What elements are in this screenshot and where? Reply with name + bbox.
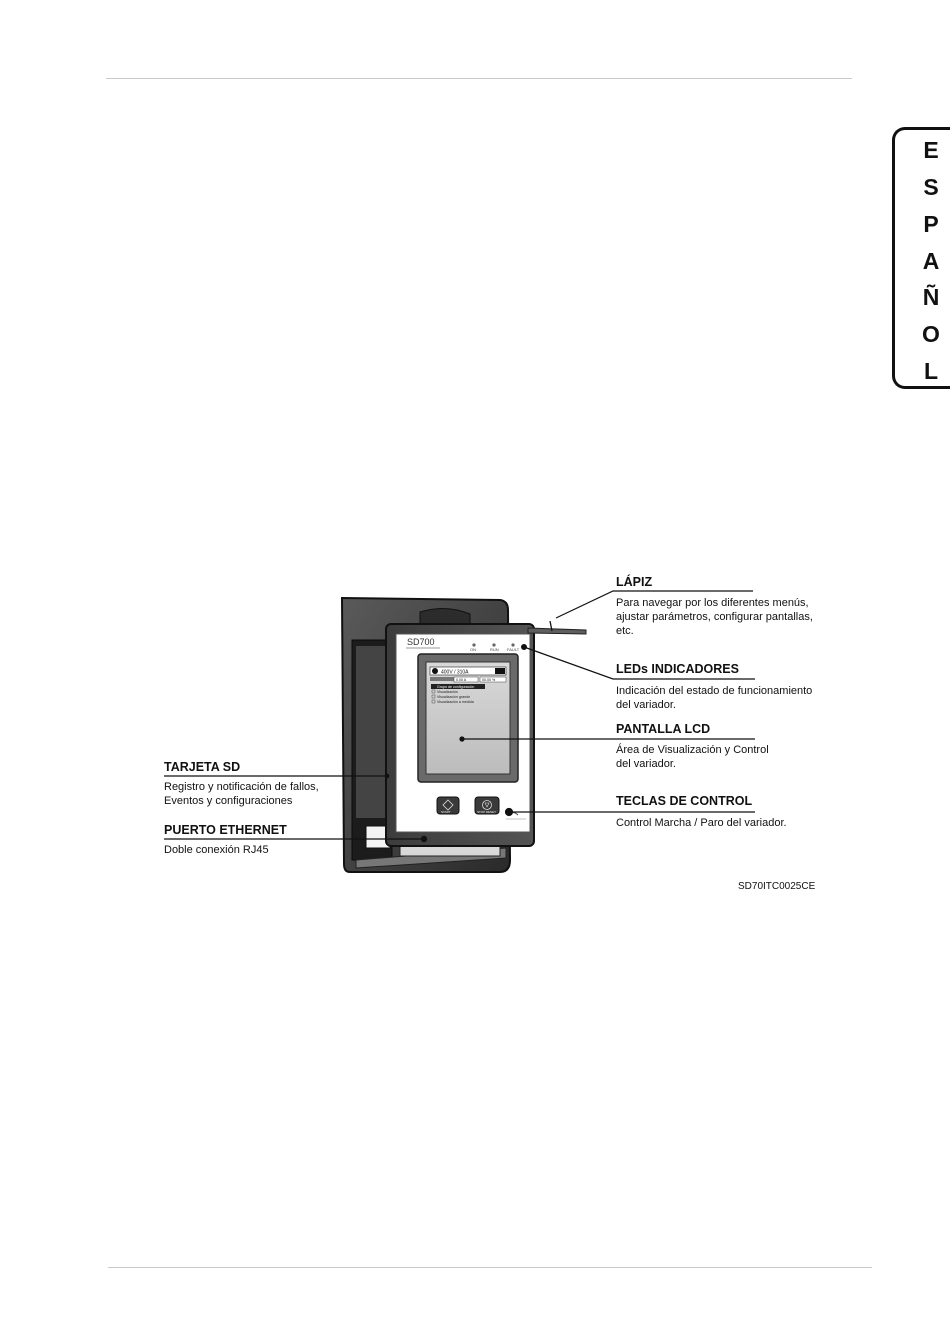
lapiz-callout-text: Para navegar por los diferentes menús, ajustar parámetros, configurar pantallas, etc. bbox=[616, 597, 813, 637]
language-tab-letter: S bbox=[923, 174, 939, 200]
screen-menu-item[interactable]: Visualización bbox=[437, 690, 458, 694]
led-fault-indicator bbox=[511, 643, 514, 646]
ethernet-callout-title: PUERTO ETHERNET bbox=[164, 823, 287, 837]
teclas-callout-title: TECLAS DE CONTROL bbox=[616, 794, 753, 808]
language-tab-letter: E bbox=[923, 137, 939, 163]
led-label-run: RUN bbox=[490, 647, 499, 652]
brand-label: SD700 bbox=[407, 637, 435, 647]
sd-callout-text: Registro y notificación de fallos, Eventos y configuraciones bbox=[164, 781, 319, 807]
led-label-on: ON bbox=[470, 647, 476, 652]
teclas-callout-text: Control Marcha / Paro del variador. bbox=[616, 817, 787, 829]
start-key-label: START bbox=[441, 810, 451, 814]
screen-field-percent: 00.00 % bbox=[482, 678, 496, 682]
screen-menu-item[interactable]: Visualización a medida bbox=[437, 700, 474, 704]
leds-callout-text: Indicación del estado de funcionamiento del variador. bbox=[616, 685, 813, 711]
figure-code: SD70ITC0025CE bbox=[738, 881, 816, 892]
led-on-indicator bbox=[472, 643, 475, 646]
leds-callout-title: LEDs INDICADORES bbox=[616, 662, 739, 676]
language-tab-letter: O bbox=[922, 321, 940, 347]
language-tab-letter: A bbox=[922, 248, 940, 274]
lapiz-callout-title: LÁPIZ bbox=[616, 575, 653, 589]
language-tab-letter: P bbox=[923, 211, 939, 237]
lcd-callout-text: Área de Visualización y Control del variador. bbox=[616, 744, 769, 770]
stop-key-label: STOP RESET bbox=[477, 810, 496, 814]
language-tab-letter: L bbox=[923, 358, 939, 384]
lcd-callout-title: PANTALLA LCD bbox=[616, 722, 711, 736]
stylus[interactable] bbox=[528, 621, 586, 634]
screen-field-current: 0.00 A bbox=[456, 678, 467, 682]
led-label-fault: FAULT bbox=[507, 647, 520, 652]
sd-callout-title: TARJETA SD bbox=[164, 760, 241, 774]
ethernet-callout-text: Doble conexión RJ45 bbox=[164, 844, 269, 856]
screen-header: 400V / 310A bbox=[441, 669, 469, 676]
led-run-indicator bbox=[492, 643, 495, 646]
screen-menu-item[interactable]: Grupo de configuración bbox=[437, 685, 475, 689]
screen-menu-item[interactable]: Visualización grande bbox=[437, 695, 471, 699]
language-tab-letter: Ñ bbox=[922, 284, 940, 310]
